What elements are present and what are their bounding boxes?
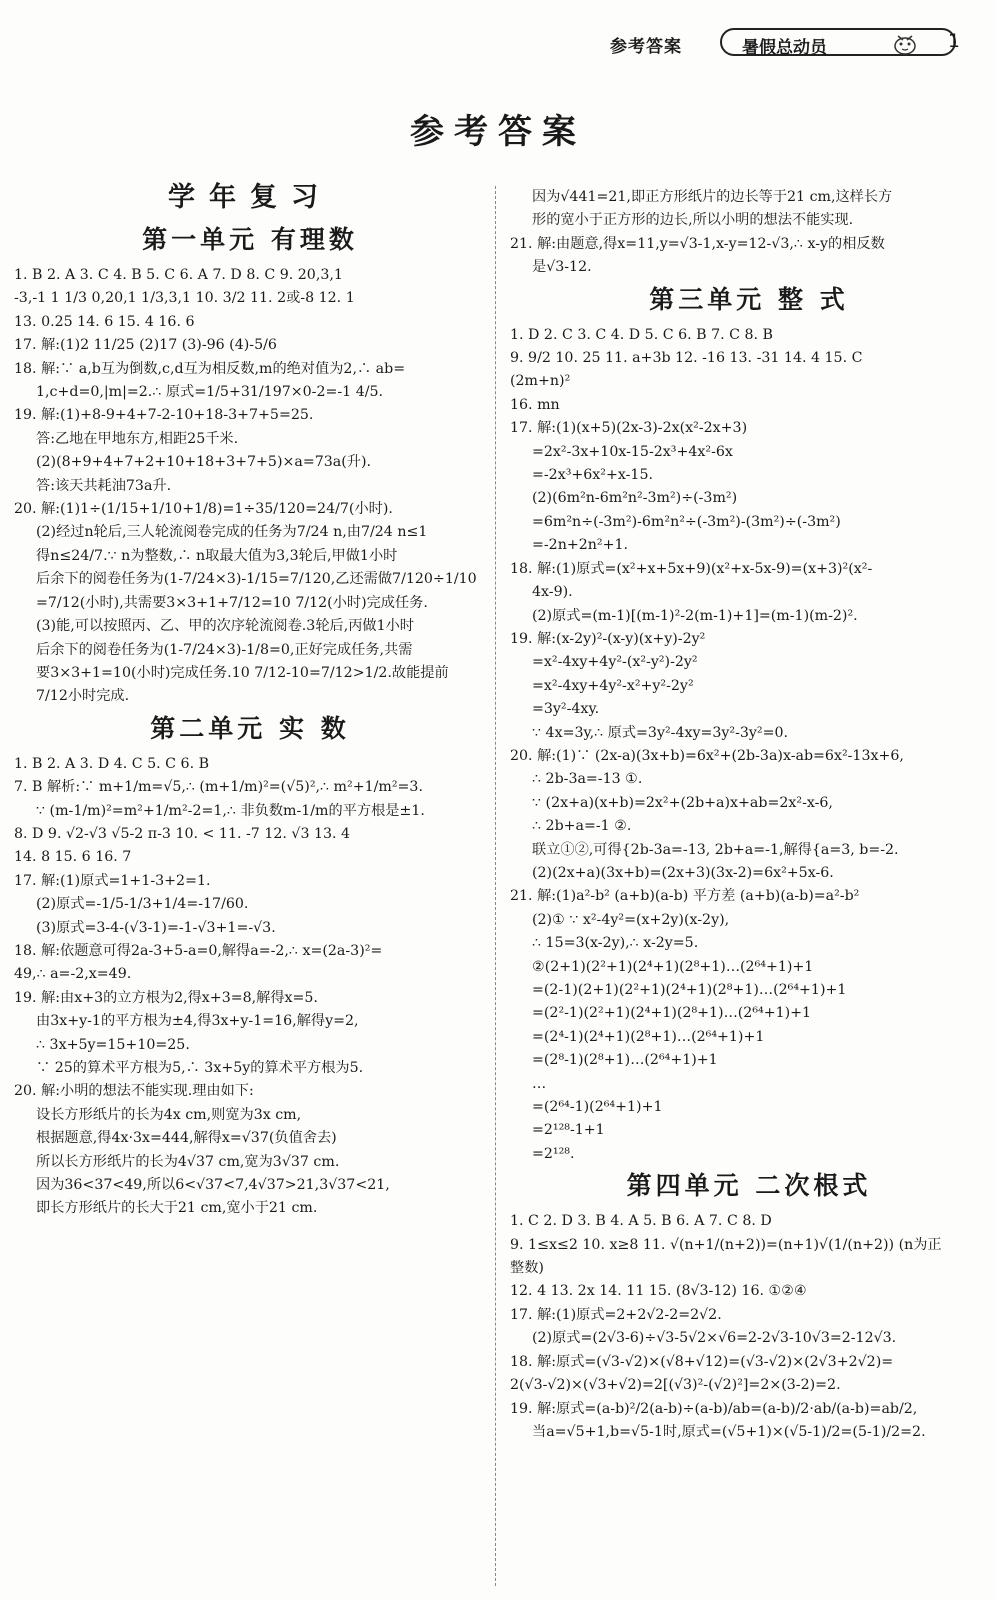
answer-line: (2m+n)² bbox=[510, 373, 571, 390]
unit-2-answers bbox=[14, 753, 486, 1221]
answer-line: (2)原式=-1/5-1/3+1/4=-17/60. bbox=[36, 896, 249, 913]
answer-line: =-2x³+6x²+x-15. bbox=[532, 467, 653, 484]
answer-line: -3,-1 1 1/3 0,20,1 1/3,3,1 10. 3/2 11. 2或-8 12. 1 bbox=[14, 290, 355, 307]
answer-line: 当a=√5+1,b=√5-1时,原式=(√5+1)×(√5-1)/2=(5-1)/2=2. bbox=[532, 1423, 926, 1440]
answer-line: 19. 解:由x+3的立方根为2,得x+3=8,解得x=5. bbox=[14, 989, 318, 1006]
answer-line: 12. 4 13. 2x 14. 11 15. (8√3-12) 16. ①②④ bbox=[510, 1283, 807, 1300]
main-section-title: 学年复习 bbox=[168, 182, 332, 213]
left-column bbox=[14, 178, 486, 1221]
answer-line: (3)能,可以按照丙、乙、甲的次序轮流阅卷.3轮后,丙做1小时 bbox=[36, 618, 414, 635]
unit-4-answers bbox=[510, 1210, 988, 1444]
answer-line: 18. 解:(1)原式=(x²+x+5x+9)(x²+x-5x-9)=(x+3)²(x²- bbox=[510, 560, 873, 577]
answer-line: 1. B 2. A 3. D 4. C 5. C 6. B bbox=[14, 755, 210, 772]
answer-line: ∵ 25的算术平方根为5,∴ 3x+5y的算术平方根为5. bbox=[36, 1060, 364, 1076]
answer-line: =-2n+2n²+1. bbox=[532, 537, 629, 554]
answer-line: =(2⁶⁴-1)(2⁶⁴+1)+1 bbox=[532, 1099, 663, 1116]
answer-line: 1. D 2. C 3. C 4. D 5. C 6. B 7. C 8. B bbox=[510, 326, 773, 343]
answer-line: (2)原式=(m-1)[(m-1)²-2(m-1)+1]=(m-1)(m-2)². bbox=[532, 607, 858, 624]
answer-line: ∵ (m-1/m)²=m²+1/m²-2=1,∴ 非负数m-1/m的平方根是±1. bbox=[36, 802, 425, 819]
unit-1-title: 第一单元 有理数 bbox=[142, 225, 358, 254]
answer-line: ∵ (2x+a)(x+b)=2x²+(2b+a)x+ab=2x²-x-6, bbox=[532, 794, 833, 811]
answer-line: 49,∴ a=-2,x=49. bbox=[14, 966, 132, 983]
answer-line: 18. 解:∵ a,b互为倒数,c,d互为相反数,m的绝对值为2,∴ ab= bbox=[14, 360, 406, 377]
answer-line: 即长方形纸片的长大于21 cm,宽小于21 cm. bbox=[36, 1200, 318, 1217]
unit-2-title: 第二单元 实 数 bbox=[150, 713, 350, 743]
unit-3-answers bbox=[510, 324, 988, 1167]
page-header bbox=[600, 24, 984, 62]
answer-line: 后余下的阅卷任务为(1-7/24×3)-1/15=7/120,乙还需做7/120÷1/10 bbox=[36, 571, 477, 588]
answer-line: (2)(6m²n-6m²n²-3m²)÷(-3m²) bbox=[532, 490, 738, 507]
answer-line: 9. 1≤x≤2 10. x≥8 11. √(n+1/(n+2))=(n+1)√(1/(n+2)) (n为正 bbox=[510, 1236, 942, 1253]
answer-line: 19. 解:(1)+8-9+4+7-2-10+18-3+7+5=25. bbox=[14, 407, 314, 424]
unit-4-title: 第四单元 二次根式 bbox=[626, 1171, 872, 1201]
header-answer-label: 参考答案 bbox=[610, 37, 682, 57]
answer-line: =(2⁴-1)(2⁴+1)(2⁸+1)…(2⁶⁴+1)+1 bbox=[532, 1028, 765, 1045]
answer-line: 所以长方形纸片的长为4√37 cm,宽为3√37 cm. bbox=[36, 1153, 340, 1170]
answer-line: ∴ 2b-3a=-13 ①. bbox=[532, 771, 643, 788]
page-title: 参考答案 bbox=[410, 112, 586, 152]
answer-line: =(2²-1)(2²+1)(2⁴+1)(2⁸+1)…(2⁶⁴+1)+1 bbox=[532, 1005, 812, 1022]
answer-line: ②(2+1)(2²+1)(2⁴+1)(2⁸+1)…(2⁶⁴+1)+1 bbox=[532, 958, 814, 975]
answer-line: =(2⁸-1)(2⁸+1)…(2⁶⁴+1)+1 bbox=[532, 1052, 718, 1069]
answer-line: 由3x+y-1的平方根为±4,得3x+y-1=16,解得y=2, bbox=[36, 1013, 359, 1030]
unit-1-answers bbox=[14, 264, 486, 709]
answer-line: 8. D 9. √2-√3 √5-2 π-3 10. < 11. -7 12. √3 13. 4 bbox=[14, 825, 351, 842]
answer-line: 7. B 解析:∵ m+1/m=√5,∴ (m+1/m)²=(√5)²,∴ m²+1/m²=3. bbox=[14, 779, 423, 796]
answer-line: (2)经过n轮后,三人轮流阅卷完成的任务为7/24 n,由7/24 n≤1 bbox=[36, 524, 428, 541]
answer-line: =2¹²⁸-1+1 bbox=[532, 1122, 605, 1139]
right-column bbox=[510, 186, 988, 1444]
answer-line: 是√3-12. bbox=[532, 259, 592, 276]
answer-line: 7/12小时完成. bbox=[36, 688, 130, 705]
answer-line: 17. 解:(1)(x+5)(2x-3)-2x(x²-2x+3) bbox=[510, 420, 748, 437]
answer-line: 后余下的阅卷任务为(1-7/24×3)-1/8=0,正好完成任务,共需 bbox=[36, 641, 413, 658]
answer-line: 21. 解:由题意,得x=11,y=√3-1,x-y=12-√3,∴ x-y的相反数 bbox=[510, 235, 885, 252]
answer-line: 18. 解:原式=(√3-√2)×(√8+√12)=(√3-√2)×(2√3+2√2)= bbox=[510, 1353, 894, 1370]
answer-line: 答:乙地在甲地东方,相距25千米. bbox=[36, 430, 239, 447]
answer-line: ∵ 4x=3y,∴ 原式=3y²-4xy=3y²-3y²=0. bbox=[532, 724, 789, 741]
answer-line: ∴ 15=3(x-2y),∴ x-2y=5. bbox=[532, 935, 699, 952]
answer-line: 17. 解:(1)2 11/25 (2)17 (3)-96 (4)-5/6 bbox=[14, 337, 277, 354]
answer-line: 20. 解:(1)∵ (2x-a)(3x+b)=6x²+(2b-3a)x-ab=6x²-13x+6, bbox=[510, 747, 904, 764]
answer-line: 因为√441=21,即正方形纸片的边长等于21 cm,这样长方 bbox=[532, 189, 893, 205]
answer-line: =3y²-4xy. bbox=[532, 701, 600, 718]
unit-3-title: 第三单元 整 式 bbox=[649, 284, 849, 314]
answer-line: 17. 解:(1)原式=1+1-3+2=1. bbox=[14, 872, 211, 889]
answer-line: =6m²n÷(-3m²)-6m²n²÷(-3m²)-(3m²)÷(-3m²) bbox=[532, 513, 841, 530]
answer-line: 设长方形纸片的长为4x cm,则宽为3x cm, bbox=[36, 1106, 302, 1123]
answer-line: (2)原式=(2√3-6)÷√3-5√2×√6=2-2√3-10√3=2-12√3. bbox=[532, 1330, 897, 1347]
answer-line: 19. 解:原式=(a-b)²/2(a-b)÷(a-b)/ab=(a-b)/2·ab/(a-b)=ab/2, bbox=[510, 1400, 918, 1417]
answer-line: 21. 解:(1)a²-b² (a+b)(a-b) 平方差 (a+b)(a-b)=a²-b² bbox=[510, 888, 860, 905]
answer-line: 14. 8 15. 6 16. 7 bbox=[14, 849, 132, 866]
answer-line: 20. 解:小明的想法不能实现.理由如下: bbox=[14, 1083, 254, 1100]
answer-line: 得n≤24/7.∵ n为整数,∴ n取最大值为3,3轮后,甲做1小时 bbox=[36, 547, 398, 564]
answer-line: 答:该天共耗油73a升. bbox=[36, 477, 172, 494]
answer-line: 整数) bbox=[510, 1260, 544, 1277]
answer-line: ∴ 2b+a=-1 ②. bbox=[532, 818, 632, 835]
answer-line: 2(√3-√2)×(√3+√2)=2[(√3)²-(√2)²]=2×(3-2)=2. bbox=[510, 1377, 841, 1394]
answer-line: 13. 0.25 14. 6 15. 4 16. 6 bbox=[14, 313, 195, 330]
answer-line: =2x²-3x+10x-15-2x³+4x²-6x bbox=[532, 443, 733, 460]
answer-line: 20. 解:(1)1÷(1/15+1/10+1/8)=1÷35/120=24/7(小时). bbox=[14, 501, 393, 518]
answer-line: (2)(8+9+4+7+2+10+18+3+7+5)×a=73a(升). bbox=[36, 454, 371, 471]
answer-line: … bbox=[532, 1075, 547, 1092]
answer-line: 16. mn bbox=[510, 396, 560, 413]
answer-line: 要3×3+1=10(小时)完成任务.10 7/12-10=7/12>1/2.故能提前 bbox=[36, 664, 449, 681]
answer-line: 18. 解:依题意可得2a-3+5-a=0,解得a=-2,∴ x=(2a-3)²= bbox=[14, 942, 383, 959]
answer-line: (2)① ∵ x²-4y²=(x+2y)(x-2y), bbox=[532, 911, 730, 928]
header-book-badge bbox=[720, 28, 956, 56]
answer-line: 1. B 2. A 3. C 4. B 5. C 6. A 7. D 8. C 9. 20,3,1 bbox=[14, 267, 343, 283]
answer-line: 9. 9/2 10. 25 11. a+3b 12. -16 13. -31 14. 4 15. C bbox=[510, 350, 863, 367]
answer-line: 17. 解:(1)原式=2+2√2-2=2√2. bbox=[510, 1306, 722, 1323]
answer-line: 联立①②,可得{2b-3a=-13, 2b+a=-1,解得{a=3, b=-2. bbox=[532, 841, 899, 858]
header-book-title: 暑假总动员 bbox=[742, 38, 827, 58]
answer-line: (3)原式=3-4-(√3-1)=-1-√3+1=-√3. bbox=[36, 919, 276, 936]
answer-line: (2)(2x+a)(3x+b)=(2x+3)(3x-2)=6x²+5x-6. bbox=[532, 864, 834, 881]
answer-line: 形的宽小于正方形的边长,所以小明的想法不能实现. bbox=[532, 212, 854, 229]
answer-line: =x²-4xy+4y²-x²+y²-2y² bbox=[532, 677, 694, 694]
answer-line: =2¹²⁸. bbox=[532, 1145, 575, 1162]
answer-line: 1,c+d=0,|m|=2.∴ 原式=1/5+31/197×0-2=-1 4/5. bbox=[36, 384, 384, 401]
answer-line: =7/12(小时),共需要3×3+1+7/12=10 7/12(小时)完成任务. bbox=[36, 594, 428, 611]
unit-2-continued bbox=[510, 186, 988, 280]
answer-line: 4x-9). bbox=[532, 584, 573, 601]
answer-line: 因为36<37<49,所以6<√37<7,4√37>21,3√37<21, bbox=[36, 1177, 390, 1194]
answer-line: =x²-4xy+4y²-(x²-y²)-2y² bbox=[532, 654, 698, 671]
answer-line: ∴ 3x+5y=15+10=25. bbox=[36, 1036, 190, 1053]
answer-line: =(2-1)(2+1)(2²+1)(2⁴+1)(2⁸+1)…(2⁶⁴+1)+1 bbox=[532, 982, 847, 998]
mascot-icon bbox=[890, 30, 920, 56]
answer-line: 19. 解:(x-2y)²-(x-y)(x+y)-2y² bbox=[510, 630, 706, 647]
answer-line: 1. C 2. D 3. B 4. A 5. B 6. A 7. C 8. D bbox=[510, 1213, 772, 1230]
column-divider bbox=[495, 186, 496, 1586]
page-number: 1 bbox=[947, 30, 960, 52]
answer-line: 根据题意,得4x·3x=444,解得x=√37(负值舍去) bbox=[36, 1130, 337, 1147]
